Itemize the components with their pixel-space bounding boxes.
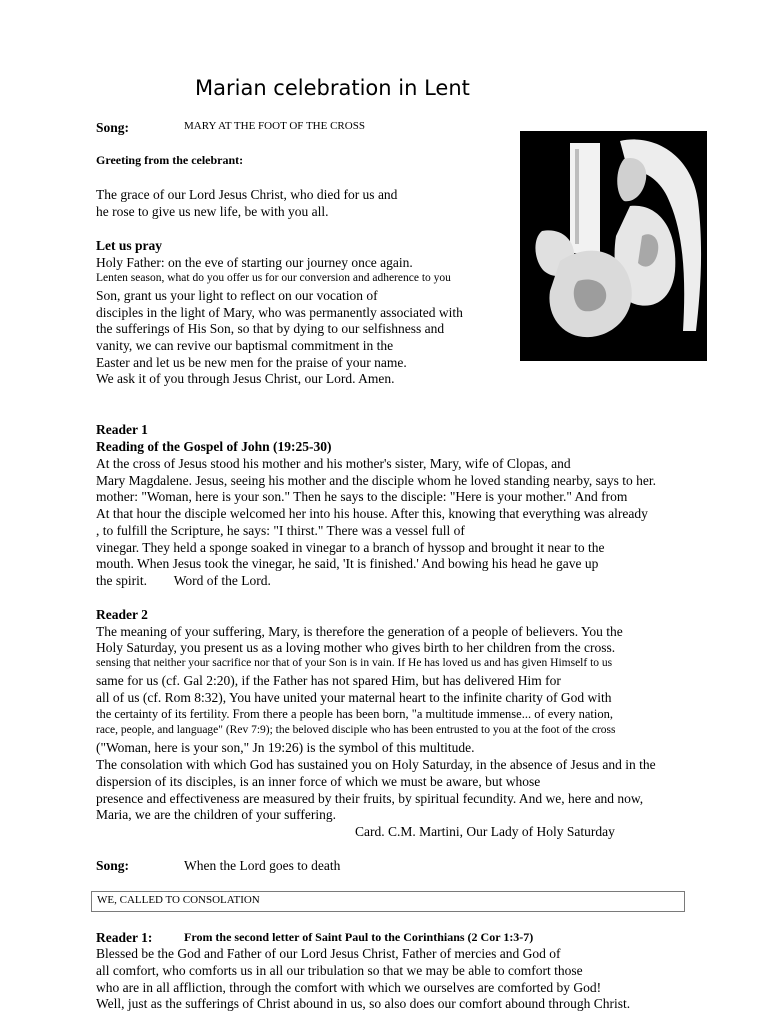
song-label: Song: xyxy=(96,120,130,135)
prayer-line: Lenten season, what do you offer us for our conversion and adherence to you xyxy=(96,272,451,284)
reader1b-line: Well, just as the sufferings of Christ abound in us, so also does our comfort abound through Christ. xyxy=(96,996,631,1011)
reader1b-subheading: From the second letter of Saint Paul to the Corinthians (2 Cor 1:3-7) xyxy=(184,930,534,944)
prayer-line: the sufferings of His Son, so that by dying to our selfishness and xyxy=(96,321,445,336)
reader2-line: The consolation with which God has sustained you on Holy Saturday, in the absence of Jesus and in the xyxy=(96,757,656,772)
greeting-line: The grace of our Lord Jesus Christ, who died for us and xyxy=(96,187,398,202)
reader2-line: Maria, we are the children of your suffering. xyxy=(96,807,337,822)
reader1b-heading: Reader 1: xyxy=(96,930,153,945)
reader1b-line: all comfort, who comforts us in all our tribulation so that we may be able to comfort those xyxy=(96,963,583,978)
prayer-line: disciples in the light of Mary, who was permanently associated with xyxy=(96,305,463,320)
section-heading-box xyxy=(91,891,685,912)
reader1-line: mouth. When Jesus took the vinegar, he said, 'It is finished.' And bowing his head he gave up xyxy=(96,556,599,571)
prayer-line: We ask it of you through Jesus Christ, our Lord. Amen. xyxy=(96,371,395,386)
reader1-line: the spirit. Word of the Lord. xyxy=(96,573,271,588)
prayer-line: Son, grant us your light to reflect on our vocation of xyxy=(96,288,378,303)
reader1b-line: who are in all affliction, through the comfort with which we ourselves are comforted by God! xyxy=(96,980,602,995)
prayer-line: Holy Father: on the eve of starting our journey once again. xyxy=(96,255,413,270)
reader2-line: sensing that neither your sacrifice nor that of your Son is in vain. If He has loved us and has given Himself to us xyxy=(96,657,613,669)
section-heading: WE, CALLED TO CONSOLATION xyxy=(97,894,260,906)
prayer-heading: Let us pray xyxy=(96,238,163,253)
reader1-line: vinegar. They held a sponge soaked in vinegar to a branch of hyssop and brought it near to the xyxy=(96,540,605,555)
mary-at-cross-illustration xyxy=(520,131,707,361)
reader2-line: race, people, and language" (Rev 7:9); the beloved disciple who has been entrusted to you at the foot of the cross xyxy=(96,724,616,736)
reader2-line: Holy Saturday, you present us as a loving mother who gives birth to her children from the cross. xyxy=(96,640,616,655)
reader1-line: mother: "Woman, here is your son." Then he says to the disciple: "Here is your mother." And from xyxy=(96,489,628,504)
reader2-line: presence and effectiveness are measured by their fruits, by spiritual fecundity. And we, here and now, xyxy=(96,791,644,806)
song-title: When the Lord goes to death xyxy=(184,858,341,873)
reader2-line: the certainty of its fertility. From there a people has been born, "a multitude immense... of every nation, xyxy=(96,707,613,721)
song-title: MARY AT THE FOOT OF THE CROSS xyxy=(184,120,365,132)
reader2-heading: Reader 2 xyxy=(96,607,148,622)
reader2-line: ("Woman, here is your son," Jn 19:26) is the symbol of this multitude. xyxy=(96,740,475,755)
attribution: Card. C.M. Martini, Our Lady of Holy Saturday xyxy=(355,824,615,839)
greeting-heading: Greeting from the celebrant: xyxy=(96,153,244,167)
prayer-line: Easter and let us be new men for the praise of your name. xyxy=(96,355,407,370)
page-title: Marian celebration in Lent xyxy=(195,76,470,100)
reader2-line: The meaning of your suffering, Mary, is therefore the generation of a people of believers. You the xyxy=(96,624,623,639)
reader1-line: , to fulfill the Scripture, he says: "I thirst." There was a vessel full of xyxy=(96,523,465,538)
reader1-heading: Reader 1 xyxy=(96,422,148,437)
greeting-line: he rose to give us new life, be with you all. xyxy=(96,204,329,219)
reader2-line: all of us (cf. Rom 8:32), You have united your maternal heart to the infinite charity of God with xyxy=(96,690,612,705)
mary-at-cross-image xyxy=(520,131,707,361)
reader1b-line: Blessed be the God and Father of our Lord Jesus Christ, Father of mercies and God of xyxy=(96,946,561,961)
reader1-line: Mary Magdalene. Jesus, seeing his mother and the disciple whom he loved standing nearby, says to her. xyxy=(96,473,656,488)
prayer-line: vanity, we can revive our baptismal commitment in the xyxy=(96,338,394,353)
reader1-line: At that hour the disciple welcomed her into his house. After this, knowing that everything was already xyxy=(96,506,648,521)
song-label: Song: xyxy=(96,858,130,873)
reader2-line: same for us (cf. Gal 2:20), if the Father has not spared Him, but has delivered Him for xyxy=(96,673,561,688)
reader1-line: At the cross of Jesus stood his mother and his mother's sister, Mary, wife of Clopas, and xyxy=(96,456,571,471)
reader2-line: dispersion of its disciples, is an inner force of which we must be aware, but whose xyxy=(96,774,541,789)
reader1-subheading: Reading of the Gospel of John (19:25-30) xyxy=(96,439,332,454)
